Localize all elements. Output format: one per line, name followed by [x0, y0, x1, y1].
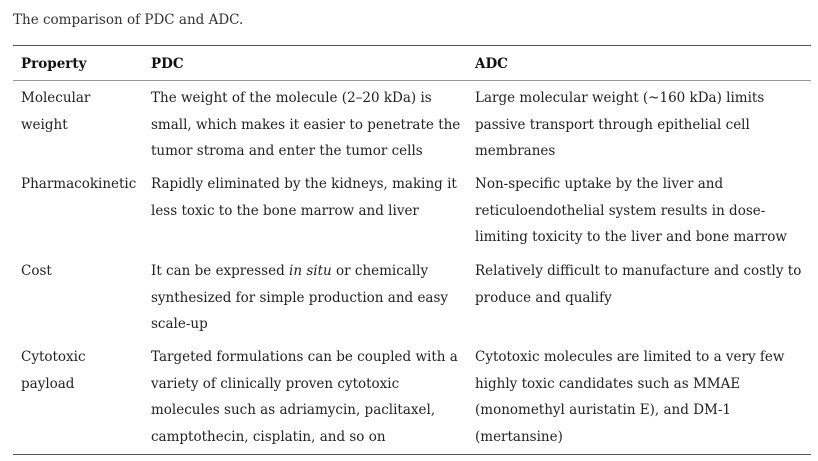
cell-text: It can be expressed	[151, 263, 290, 279]
table-caption: The comparison of PDC and ADC.	[13, 12, 244, 28]
header-property: Property	[21, 56, 87, 72]
cell-line: Targeted formulations can be coupled with a	[151, 349, 458, 365]
cell-line: scale-up	[151, 316, 208, 333]
table-row-cost-adc	[475, 258, 801, 311]
cell-line: weight	[21, 116, 68, 133]
cell-line: Rapidly eliminated by the kidneys, making it	[151, 176, 457, 192]
table-header-rule	[13, 80, 811, 81]
cell-line: Cytotoxic molecules are limited to a very few	[475, 349, 785, 365]
cell-line: (mertansine)	[475, 428, 563, 445]
cell-line: small, which makes it easier to penetrate the	[151, 116, 461, 133]
table-row-cytotoxic-payload-adc	[475, 344, 784, 450]
table-row-cytotoxic-payload-property	[21, 344, 86, 397]
cell-line: membranes	[475, 143, 556, 160]
table-bottom-rule	[13, 454, 811, 455]
cell-line: (monomethyl auristatin E), and DM-1	[475, 402, 731, 419]
cell-line: The weight of the molecule (2–20 kDa) is	[151, 90, 432, 106]
cell-line: tumor stroma and enter the tumor cells	[151, 143, 423, 160]
table-row-molecular-weight-property	[21, 85, 90, 138]
table-row-pharmacokinetic-property	[21, 171, 136, 198]
cell-line: molecules such as adriamycin, paclitaxel,	[151, 402, 436, 419]
table-row-pharmacokinetic-pdc	[151, 171, 457, 224]
cell-line: variety of clinically proven cytotoxic	[151, 375, 400, 392]
cell-line: Pharmacokinetic	[21, 176, 137, 192]
italic-term: in situ	[289, 263, 332, 279]
table-row-cost-property	[21, 258, 52, 285]
table-row-molecular-weight-adc	[475, 85, 764, 165]
cell-line: limiting toxicity to the liver and bone marrow	[475, 229, 787, 246]
table-row-cost-pdc	[151, 258, 448, 338]
cell-line: passive transport through epithelial cell	[475, 116, 750, 133]
cell-line: Cytotoxic	[21, 349, 86, 365]
cell-line: Large molecular weight (~160 kDa) limits	[475, 90, 765, 106]
cell-text: or chemically	[331, 263, 429, 279]
cell-line: highly toxic candidates such as MMAE	[475, 375, 741, 392]
table-row-pharmacokinetic-adc	[475, 171, 787, 251]
cell-line: reticuloendothelial system results in dose-	[475, 202, 766, 219]
table-top-rule	[13, 45, 811, 46]
cell-line: Cost	[21, 263, 52, 279]
table-row-molecular-weight-pdc	[151, 85, 460, 165]
cell-line: Non-specific uptake by the liver and	[475, 176, 724, 192]
table-row-cytotoxic-payload-pdc	[151, 344, 458, 450]
cell-line: payload	[21, 375, 75, 392]
header-pdc: PDC	[151, 56, 184, 72]
cell-line: produce and qualify	[475, 289, 612, 306]
cell-line: Relatively difficult to manufacture and costly to	[475, 263, 802, 279]
header-adc: ADC	[475, 56, 508, 72]
cell-line: synthesized for simple production and easy	[151, 289, 449, 306]
cell-line	[151, 258, 448, 285]
cell-line: camptothecin, cisplatin, and so on	[151, 428, 386, 445]
cell-line: Molecular	[21, 90, 91, 106]
cell-line: less toxic to the bone marrow and liver	[151, 202, 419, 219]
